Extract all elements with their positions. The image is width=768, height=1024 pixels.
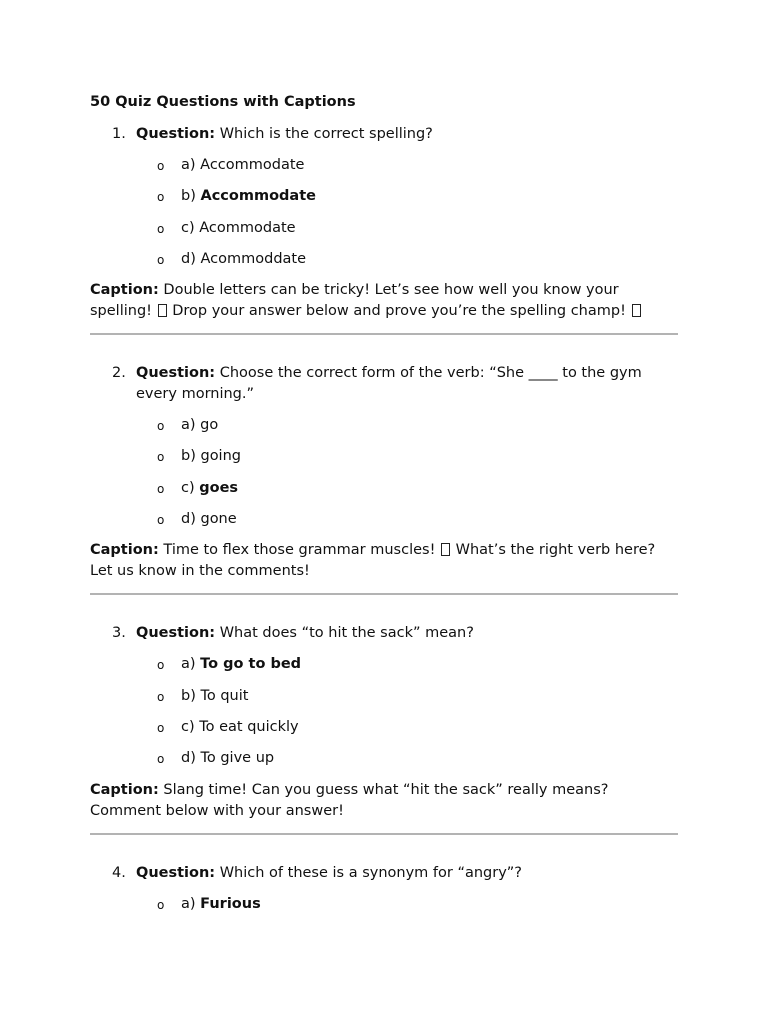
caption-label: Caption:	[90, 542, 159, 559]
question-line	[90, 124, 678, 145]
section-divider	[90, 833, 678, 835]
emoji-icon	[158, 304, 167, 317]
option-letter: c)	[181, 718, 195, 735]
caption-label: Caption:	[90, 781, 159, 798]
caption-text: Drop your answer below and prove you’re the spelling champ!	[167, 303, 631, 320]
bullet-icon: o	[157, 689, 165, 704]
caption	[90, 540, 678, 582]
correct-answer-text: goes	[199, 479, 239, 496]
bullet-icon: o	[157, 221, 165, 236]
caption-text: Time to flex those grammar muscles!	[163, 542, 441, 559]
option-letter: d)	[181, 250, 196, 267]
option-letter: b)	[181, 687, 196, 704]
caption	[90, 780, 678, 822]
bullet-icon: o	[157, 513, 165, 528]
document-page	[90, 92, 678, 925]
question-block	[90, 124, 678, 335]
answer-option	[90, 155, 678, 176]
answer-option	[90, 748, 678, 769]
answer-options	[90, 155, 678, 270]
answer-option	[90, 186, 678, 207]
bullet-icon: o	[157, 481, 165, 496]
question-list	[90, 124, 678, 915]
option-text: going	[200, 448, 241, 465]
question-label: Question:	[136, 126, 216, 142]
emoji-icon	[632, 304, 641, 317]
option-text: To quit	[200, 687, 249, 704]
bullet-icon: o	[157, 752, 165, 767]
answer-option	[90, 249, 678, 270]
question-block	[90, 863, 678, 915]
option-letter: a)	[181, 656, 196, 673]
answer-option	[90, 894, 678, 915]
option-letter: d)	[181, 511, 196, 528]
correct-answer-text: Furious	[200, 895, 261, 912]
bullet-icon: o	[157, 897, 165, 912]
question-line	[90, 623, 678, 644]
correct-answer-text: To go to bed	[200, 656, 302, 673]
option-letter: a)	[181, 895, 196, 912]
option-text: To give up	[200, 750, 275, 767]
section-divider	[90, 333, 678, 335]
answer-options	[90, 894, 678, 915]
option-text: gone	[200, 511, 237, 528]
section-divider	[90, 593, 678, 595]
caption	[90, 280, 678, 322]
option-letter: b)	[181, 448, 196, 465]
answer-option	[90, 478, 678, 499]
document-title: 50 Quiz Questions with Captions	[90, 94, 356, 110]
question-text: What does “to hit the sack” mean?	[219, 625, 474, 642]
caption-text: What’s the right verb here? Let us know in the comments!	[90, 542, 656, 580]
option-letter: a)	[181, 157, 196, 173]
bullet-icon: o	[157, 658, 165, 673]
question-number: 2.	[112, 365, 126, 382]
bullet-icon: o	[157, 450, 165, 465]
caption-label: Caption:	[90, 282, 159, 299]
emoji-icon	[441, 543, 450, 556]
question-line	[90, 863, 678, 884]
answer-option	[90, 509, 678, 530]
question-text: Which is the correct spelling?	[219, 126, 433, 142]
question-label: Question:	[136, 864, 216, 881]
question-number: 1.	[112, 126, 126, 142]
question-number: 3.	[112, 625, 126, 642]
question-number: 4.	[112, 864, 126, 881]
answer-option	[90, 686, 678, 707]
option-letter: a)	[181, 417, 196, 434]
answer-options	[90, 654, 678, 769]
bullet-icon: o	[157, 720, 165, 735]
question-label: Question:	[136, 365, 216, 382]
question-text: Which of these is a synonym for “angry”?	[219, 864, 522, 881]
correct-answer-text: Accommodate	[200, 188, 316, 205]
option-letter: d)	[181, 750, 196, 767]
answer-option	[90, 446, 678, 467]
option-text: Accommodate	[200, 157, 305, 173]
answer-option	[90, 415, 678, 436]
question-block	[90, 363, 678, 595]
answer-option	[90, 717, 678, 738]
question-label: Question:	[136, 625, 216, 642]
answer-option	[90, 654, 678, 675]
answer-option	[90, 218, 678, 239]
question-line	[90, 363, 678, 405]
option-text: Acommoddate	[200, 250, 307, 267]
bullet-icon: o	[157, 252, 165, 267]
option-letter: c)	[181, 219, 195, 236]
question-text: Choose the correct form of the verb: “She ____ to the gym every morning.”	[136, 365, 642, 403]
answer-options	[90, 415, 678, 530]
bullet-icon: o	[157, 419, 165, 434]
option-text: go	[200, 417, 219, 434]
option-letter: b)	[181, 188, 196, 205]
option-text: To eat quickly	[199, 718, 299, 735]
bullet-icon: o	[157, 159, 165, 173]
bullet-icon: o	[157, 190, 165, 205]
caption-text: Slang time! Can you guess what “hit the sack” really means? Comment below with your answer!	[90, 781, 609, 819]
option-text: Acommodate	[199, 219, 296, 236]
question-block	[90, 623, 678, 834]
option-letter: c)	[181, 479, 195, 496]
caption-text: Double letters can be tricky! Let’s see how well you know your spelling!	[90, 282, 619, 320]
